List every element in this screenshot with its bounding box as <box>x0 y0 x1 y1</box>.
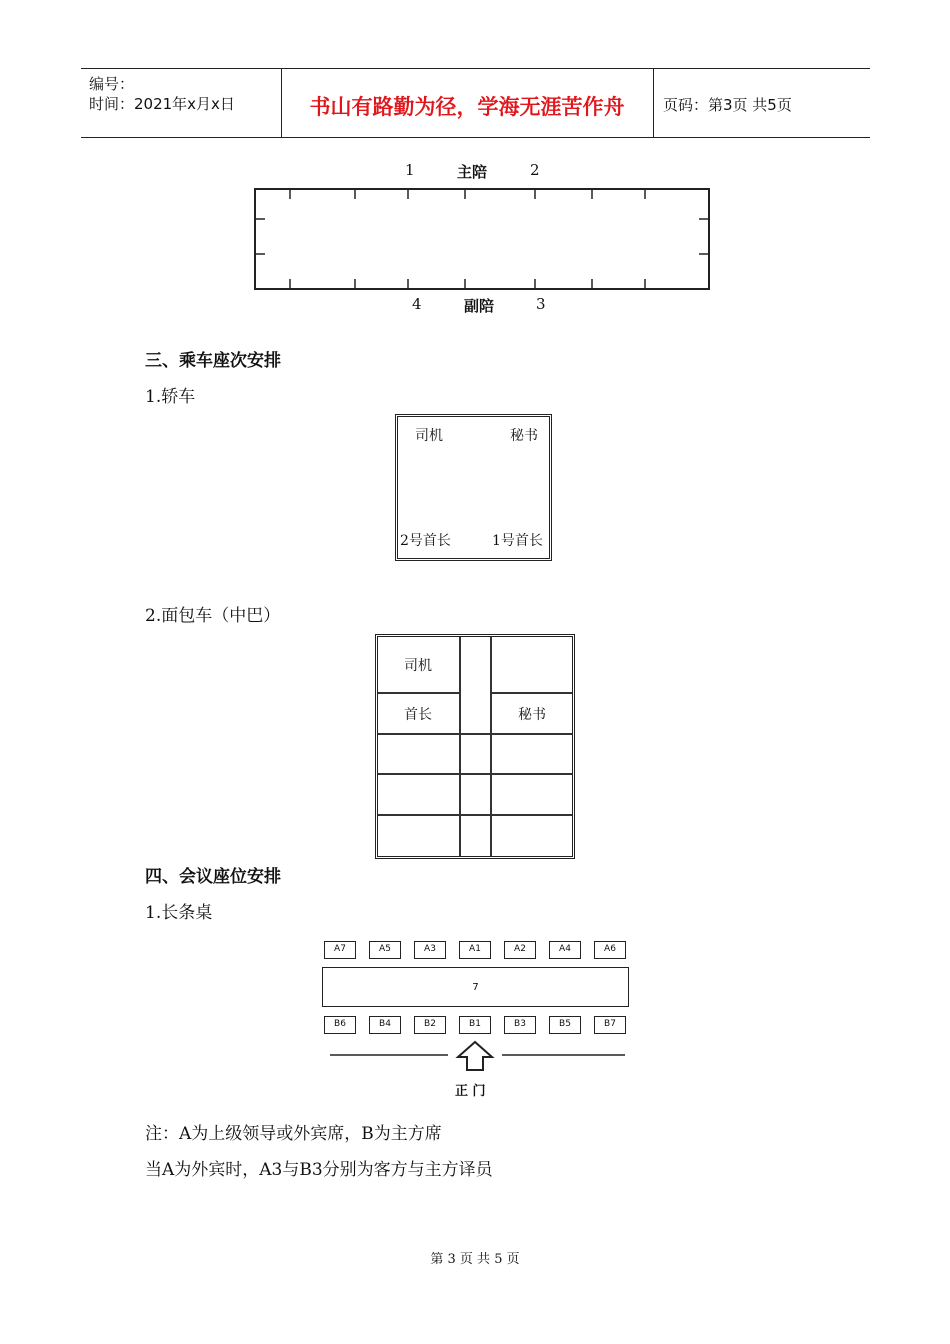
seat-2-number: 2 <box>530 161 540 179</box>
seat-b5: B5 <box>549 1016 581 1034</box>
seating-note-2: 当A为外宾时，A3与B3分别为客方与主方译员 <box>145 1160 493 1180</box>
seat-b4: B4 <box>369 1016 401 1034</box>
doc-date-label: 时间：2021年x月x日 <box>89 95 235 113</box>
minibus-secretary-seat: 秘书 <box>518 707 546 723</box>
doc-number-label: 编号： <box>89 75 135 93</box>
seating-note-1: 注：A为上级领导或外宾席，B为主方席 <box>145 1124 442 1144</box>
minibus-seating-diagram <box>375 634 575 859</box>
long-table-title: 1.长条桌 <box>145 903 213 923</box>
seat-b7: B7 <box>594 1016 626 1034</box>
seat-a2: A2 <box>504 941 536 959</box>
seat-a6: A6 <box>594 941 626 959</box>
sedan-seating-diagram <box>395 414 552 561</box>
host-seat-label: 主陪 <box>457 163 488 181</box>
seat-a3: A3 <box>414 941 446 959</box>
seat-b2: B2 <box>414 1016 446 1034</box>
section-3-heading: 三、乘车座次安排 <box>145 351 281 371</box>
sedan-title: 1.轿车 <box>145 387 196 407</box>
section-4-heading: 四、会议座位安排 <box>145 867 281 887</box>
seat-b6: B6 <box>324 1016 356 1034</box>
document-header <box>81 68 870 138</box>
seat-4-number: 4 <box>412 295 422 313</box>
minibus-driver-seat: 司机 <box>404 658 432 674</box>
seat-b3: B3 <box>504 1016 536 1034</box>
seat-3-number: 3 <box>536 295 546 313</box>
conference-table: 7 <box>322 967 629 1007</box>
seat-a4: A4 <box>549 941 581 959</box>
header-meta-cell <box>81 69 282 137</box>
sedan-secretary-seat: 秘书 <box>510 428 538 444</box>
seat-1-number: 1 <box>405 161 415 179</box>
header-page-cell <box>653 69 870 137</box>
header-motto-cell <box>281 69 654 137</box>
sedan-chief-1-seat: 1号首长 <box>492 533 543 549</box>
header-page-info: 页码：第3页 共5页 <box>663 96 792 114</box>
minibus-title: 2.面包车（中巴） <box>145 606 281 626</box>
sedan-chief-2-seat: 2号首长 <box>400 533 451 549</box>
main-entrance-label: 正 门 <box>455 1084 486 1099</box>
dining-table-diagram <box>250 158 720 318</box>
page-footer: 第 3 页 共 5 页 <box>430 1252 520 1267</box>
seat-a5: A5 <box>369 941 401 959</box>
seat-b1: B1 <box>459 1016 491 1034</box>
seat-a1: A1 <box>459 941 491 959</box>
dining-table-outline <box>250 158 720 318</box>
deputy-host-label: 副陪 <box>464 297 495 315</box>
minibus-chief-seat: 首长 <box>404 707 432 723</box>
header-motto: 书山有路勤为径，学海无涯苦作舟 <box>309 95 625 119</box>
entrance-arrow-icon <box>320 1040 640 1075</box>
sedan-driver-seat: 司机 <box>415 428 443 444</box>
seat-a7: A7 <box>324 941 356 959</box>
